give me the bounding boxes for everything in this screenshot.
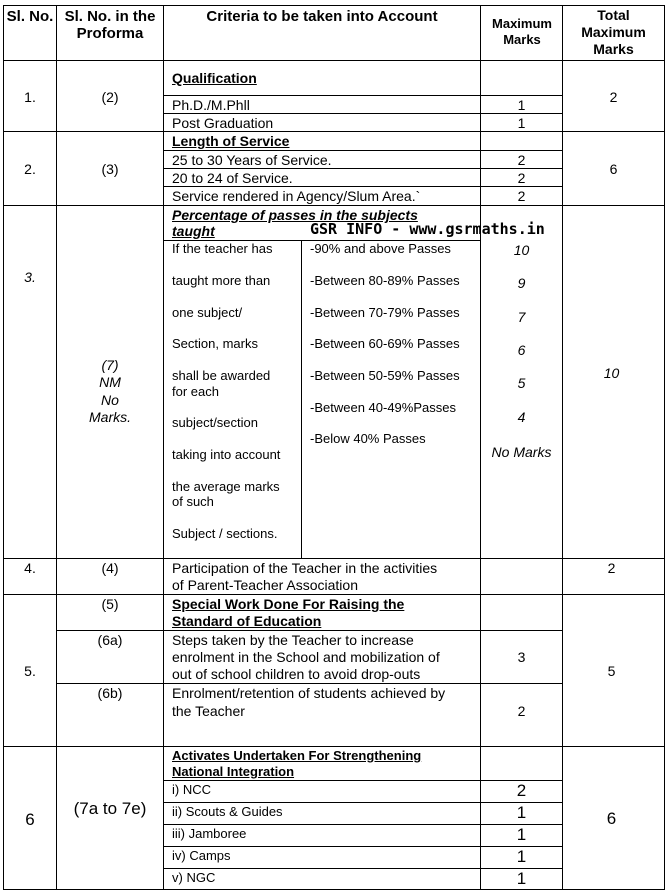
r5-title: Special Work Done For Raising the <box>172 596 405 612</box>
r1-line <box>163 95 563 96</box>
col-divider-1 <box>56 5 57 890</box>
header-bottom <box>3 60 665 61</box>
r3-left-text: Section, marks <box>172 336 258 351</box>
r2-item-marks: 2 <box>517 170 526 186</box>
r3-band-marks: 7 <box>517 309 526 325</box>
r5a-text: Steps taken by the Teacher to increase <box>172 632 414 648</box>
r2-total: 6 <box>609 161 618 177</box>
r5b-marks: 2 <box>517 703 526 719</box>
r5a-marks: 3 <box>517 649 526 665</box>
header-proforma: Sl. No. in the Proforma <box>64 8 156 42</box>
r4-text-cont: of Parent-Teacher Association <box>172 577 358 593</box>
header-criteria: Criteria to be taken into Account <box>206 8 438 25</box>
r5b-text: the Teacher <box>172 703 245 719</box>
r6-item-marks: 2 <box>516 781 527 800</box>
r6-item-label: i) NCC <box>172 782 211 797</box>
r5-proforma: (5) <box>101 596 119 612</box>
r6-item-marks: 1 <box>516 825 527 844</box>
r3-band-label: -Between 70-79% Passes <box>310 305 460 320</box>
r3-total: 10 <box>603 365 620 381</box>
r2-line <box>163 168 563 169</box>
r3-band-marks: 4 <box>517 409 526 425</box>
r5b-text: Enrolment/retention of students achieved by <box>172 685 446 701</box>
r2-sl: 2. <box>24 161 36 177</box>
r5a-text: out of school children to avoid drop-outs <box>172 666 421 682</box>
table-border-bottom <box>3 889 665 890</box>
r3-band-label: -Between 50-59% Passes <box>310 368 460 383</box>
r2-line <box>163 150 563 151</box>
r1-item-marks: 1 <box>517 97 526 113</box>
header-total: Total Maximum Marks <box>581 7 646 57</box>
r2-item-marks: 2 <box>517 188 526 204</box>
r6-item-label: v) NGC <box>172 870 216 885</box>
watermark: GSR INFO - www.gsrmaths.in <box>310 220 545 238</box>
r6-item-label: ii) Scouts & Guides <box>172 804 283 819</box>
row2-bottom <box>3 205 665 206</box>
row5-bottom <box>3 746 665 747</box>
r3-band-marks: 9 <box>517 275 526 291</box>
r3-proforma-no: No <box>101 392 119 408</box>
r4-sl: 4. <box>24 560 36 576</box>
row1-bottom <box>3 131 665 132</box>
r2-item-label: 25 to 30 Years of Service. <box>172 152 332 168</box>
r6-title-cont: National Integration <box>172 764 295 779</box>
r3-band-marks: No Marks <box>491 444 552 460</box>
col-divider-4 <box>562 5 563 890</box>
r1-item-marks: 1 <box>517 115 526 131</box>
r5a-text: enrolment in the School and mobilization of <box>172 649 440 665</box>
r3-band-label: -Between 60-69% Passes <box>310 336 460 351</box>
r3-band-marks: 5 <box>517 375 526 391</box>
r5b-proforma: (6b) <box>97 685 123 701</box>
r6-total: 6 <box>606 809 617 828</box>
r2-line <box>163 186 563 187</box>
r3-sl: 3. <box>24 269 36 285</box>
r3-band-label: -Between 80-89% Passes <box>310 273 460 288</box>
r6-item-marks: 1 <box>516 869 527 888</box>
r5-line <box>56 630 563 631</box>
r6-item-label: iii) Jamboree <box>172 826 247 841</box>
r3-band-marks: 10 <box>513 242 530 258</box>
r4-total: 2 <box>607 560 616 576</box>
r3-band-label: -Below 40% Passes <box>310 431 426 446</box>
r3-proforma-nm: NM <box>99 374 121 390</box>
col-divider-2 <box>163 5 164 890</box>
r3-left-text: subject/section <box>172 415 258 430</box>
r2-item-marks: 2 <box>517 152 526 168</box>
r3-left-text: of such <box>172 494 214 509</box>
r3-left-text: one subject/ <box>172 305 243 320</box>
r3-left-text: the average marks <box>172 479 280 494</box>
r3-band-label: -Between 40-49%Passes <box>310 400 456 415</box>
r3-inner-divider <box>301 240 302 558</box>
r3-left-text: shall be awarded <box>172 368 271 383</box>
r4-proforma: (4) <box>101 560 119 576</box>
r3-band-label: -90% and above Passes <box>310 241 451 256</box>
r1-line <box>163 113 563 114</box>
header-sl-no: Sl. No. <box>6 8 54 25</box>
r2-title: Length of Service <box>172 133 290 149</box>
r5a-proforma: (6a) <box>97 632 123 648</box>
r3-left-text: taking into account <box>172 447 281 462</box>
r5-total: 5 <box>607 663 616 679</box>
header-max-marks: Maximum Marks <box>492 16 552 47</box>
r3-left-text: If the teacher has <box>172 241 273 256</box>
r6-item-label: iv) Camps <box>172 848 231 863</box>
r1-item-label: Ph.D./M.Phll <box>172 97 250 113</box>
r1-proforma: (2) <box>101 89 119 105</box>
r6-title: Activates Undertaken For Strengthening <box>172 748 422 763</box>
r3-left-text: for each <box>172 384 219 399</box>
r6-item-marks: 1 <box>516 803 527 822</box>
r3-left-text: Subject / sections. <box>172 526 278 541</box>
r1-title: Qualification <box>172 70 257 86</box>
r1-sl: 1. <box>24 89 36 105</box>
r2-item-label: Service rendered in Agency/Slum Area.` <box>172 188 421 204</box>
row4-bottom <box>3 594 665 595</box>
r2-proforma: (3) <box>101 161 119 177</box>
r3-title: Percentage of passes in the subjects <box>172 207 418 223</box>
r5-line <box>56 683 563 684</box>
r1-total: 2 <box>609 89 618 105</box>
table-border-left <box>3 5 4 890</box>
r6-sl: 6 <box>25 810 35 829</box>
r1-item-label: Post Graduation <box>172 115 274 131</box>
r3-proforma-marks: Marks. <box>89 409 131 425</box>
r3-title-cont: taught <box>172 223 215 239</box>
r6-item-marks: 1 <box>516 847 527 866</box>
r5-sl: 5. <box>24 663 36 679</box>
r2-item-label: 20 to 24 of Service. <box>172 170 293 186</box>
table-border-right <box>664 5 665 890</box>
table-border-top <box>3 5 665 6</box>
r3-band-marks: 6 <box>517 342 526 358</box>
r5-title-cont: Standard of Education <box>172 613 322 629</box>
r4-text: Participation of the Teacher in the activities <box>172 560 438 576</box>
row3-bottom <box>3 558 665 559</box>
r3-left-text: taught more than <box>172 273 271 288</box>
r6-proforma: (7a to 7e) <box>73 799 147 818</box>
r3-proforma: (7) <box>101 357 119 373</box>
